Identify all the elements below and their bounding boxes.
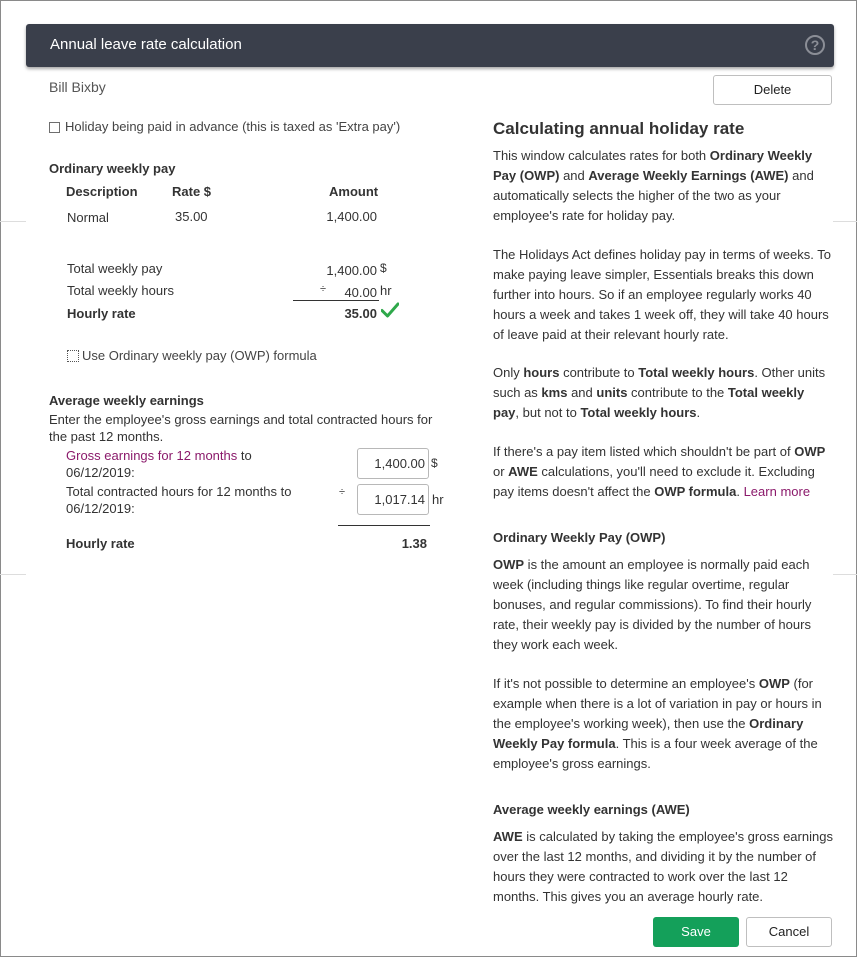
help-heading: Calculating annual holiday rate: [493, 119, 745, 138]
cancel-button[interactable]: Cancel: [746, 917, 832, 947]
dialog-header: [26, 24, 834, 67]
help-paragraph: AWE is calculated by taking the employee's gross earnings over the last 12 months, and dividing it by the number of hours they were contracted to work over the last 12 months. This gives you an average hourly rate.: [493, 829, 833, 904]
total-weekly-hours-label: Total weekly hours: [67, 283, 174, 298]
use-owp-formula-checkbox[interactable]: [67, 350, 79, 362]
contracted-hours-input[interactable]: 1,017.14: [357, 484, 429, 515]
gross-earnings-link[interactable]: Gross earnings for 12 months: [66, 448, 238, 463]
help-paragraph: Only hours contribute to Total weekly hours. Other units such as kms and units contribute to the Total weekly pay, but not to Total weekly hours.: [493, 365, 826, 420]
row-description: Normal: [67, 210, 109, 225]
owp-help-heading: Ordinary Weekly Pay (OWP): [493, 530, 666, 545]
hourly-rate-label: Hourly rate: [67, 306, 136, 321]
awe-hourly-rate-value: 1.38: [401, 536, 427, 551]
help-paragraph: The Holidays Act defines holiday pay in terms of weeks. To make paying leave simpler, Essentials breaks this down further into hours. So if an employee regularly works 40 hours a week and takes 1 week off, they will take 40 hours of leave paid at their relevant hourly rate.: [493, 247, 831, 342]
awe-description-1: Enter the employee's gross earnings and total contracted hours for: [49, 412, 433, 427]
gross-earnings-input[interactable]: 1,400.00: [357, 448, 429, 479]
total-weekly-hours-value: 40.00: [344, 285, 377, 300]
help-paragraph: If there's a pay item listed which shouldn't be part of OWP or AWE calculations, you'll need to exclude it. Excluding pay items doesn't affect the OWP formula. Learn more: [493, 444, 826, 499]
col-amount: Amount: [329, 184, 379, 199]
awe-description-2: the past 12 months.: [49, 429, 164, 444]
currency-unit: $: [431, 456, 438, 470]
divider: [0, 221, 26, 222]
dialog-title: Annual leave rate calculation: [50, 36, 242, 53]
awe-help-heading: Average weekly earnings (AWE): [493, 802, 690, 817]
col-description: Description: [66, 184, 138, 199]
row-rate: 35.00: [175, 209, 208, 224]
save-button[interactable]: Save: [653, 917, 739, 947]
col-rate: Rate $: [172, 184, 212, 199]
owp-heading: Ordinary weekly pay: [49, 161, 176, 176]
sum-line: [293, 300, 379, 301]
advance-checkbox-label: Holiday being paid in advance (this is taxed as 'Extra pay'): [65, 119, 401, 134]
contracted-hours-date: 06/12/2019:: [66, 501, 135, 516]
divide-icon: ÷: [339, 486, 346, 498]
hours-unit: hr: [432, 492, 444, 507]
total-weekly-pay-label: Total weekly pay: [67, 261, 163, 276]
gross-earnings-date: 06/12/2019:: [66, 465, 135, 480]
delete-button[interactable]: Delete: [713, 75, 832, 105]
divider: [833, 221, 857, 222]
contracted-hours-label: Total contracted hours for 12 months to: [66, 484, 292, 499]
sum-line: [338, 525, 430, 526]
employee-name: Bill Bixby: [49, 79, 106, 95]
awe-hourly-rate-label: Hourly rate: [66, 536, 135, 551]
row-amount: 1,400.00: [326, 209, 377, 224]
hours-unit: hr: [380, 283, 392, 298]
divider: [0, 574, 26, 575]
help-paragraph: OWP is the amount an employee is normally paid each week (including things like regular overtime, regular bonuses, and regular commissions). To find their hourly rate, their weekly pay is divided by the number of hours they work each week.: [493, 557, 812, 652]
awe-heading: Average weekly earnings: [49, 393, 204, 408]
help-paragraph: If it's not possible to determine an employee's OWP (for example when there is a lot of variation in pay or hours in the employee's working week), then use the Ordinary Weekly Pay formula. This is a four week average of the employee's gross earnings.: [493, 676, 822, 771]
use-owp-formula-label: Use Ordinary weekly pay (OWP) formula: [82, 348, 317, 363]
total-weekly-pay-value: 1,400.00: [326, 263, 377, 278]
check-icon: [381, 302, 399, 318]
advance-checkbox[interactable]: [49, 122, 60, 133]
learn-more-link[interactable]: Learn more: [743, 484, 811, 499]
help-paragraph: This window calculates rates for both Ordinary Weekly Pay (OWP) and Average Weekly Earnings (AWE) and automatically selects the higher of the two as your employee's rate for holiday pay.: [493, 148, 814, 223]
currency-unit: $: [380, 261, 387, 275]
help-icon[interactable]: ?: [805, 35, 825, 55]
hourly-rate-value: 35.00: [344, 306, 377, 321]
divide-icon: ÷: [320, 283, 327, 295]
divider: [833, 574, 857, 575]
gross-earnings-label: Gross earnings for 12 months to: [66, 448, 252, 463]
